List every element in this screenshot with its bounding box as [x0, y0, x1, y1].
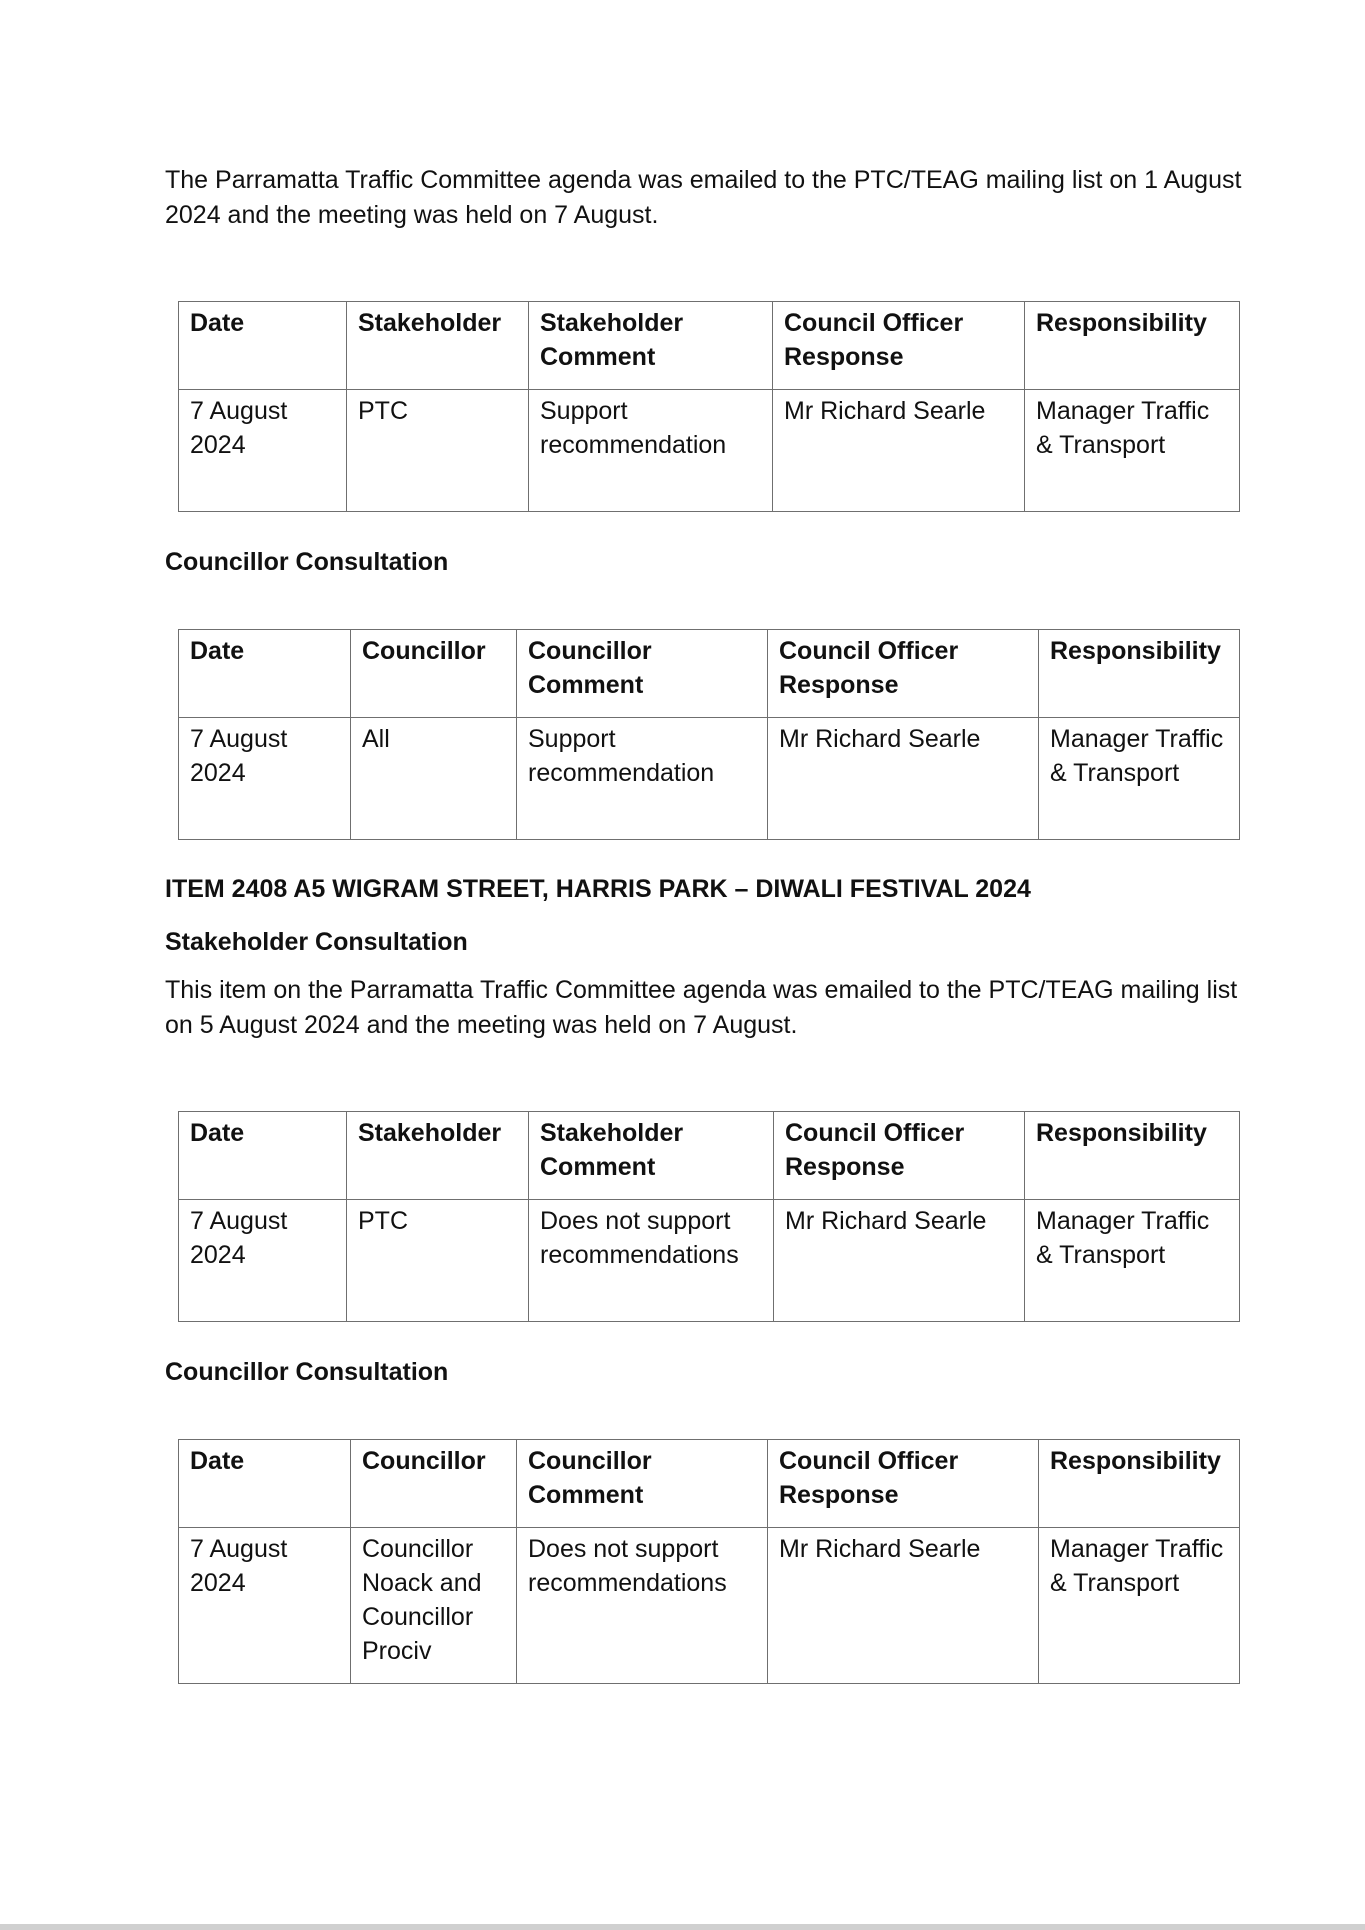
item-heading: ITEM 2408 A5 WIGRAM STREET, HARRIS PARK – DIWALI FESTIVAL 2024 — [165, 875, 1031, 903]
header-council-officer-response: Council Officer Response — [774, 1112, 1025, 1200]
cell-response: Mr Richard Searle — [768, 1528, 1039, 1684]
cell-comment: Support recommendation — [517, 718, 768, 840]
header-responsibility: Responsibility — [1025, 302, 1240, 390]
header-date: Date — [179, 1112, 347, 1200]
table-row — [179, 718, 1240, 840]
header-councillor: Councillor — [351, 1440, 517, 1528]
cell-stakeholder: PTC — [347, 1200, 529, 1322]
header-council-officer-response: Council Officer Response — [768, 1440, 1039, 1528]
cell-comment: Support recommendation — [529, 390, 773, 512]
header-responsibility: Responsibility — [1039, 1440, 1240, 1528]
stakeholder-consultation-heading: Stakeholder Consultation — [165, 928, 468, 956]
header-date: Date — [179, 1440, 351, 1528]
table-header-row — [179, 630, 1240, 718]
cell-response: Mr Richard Searle — [768, 718, 1039, 840]
cell-councillor: Councillor Noack and Councillor Prociv — [351, 1528, 517, 1684]
cell-responsibility: Manager Traffic & Transport — [1025, 390, 1240, 512]
cell-date: 7 August 2024 — [179, 718, 351, 840]
header-responsibility: Responsibility — [1039, 630, 1240, 718]
cell-stakeholder: PTC — [347, 390, 529, 512]
table-row — [179, 1200, 1240, 1322]
header-councillor: Councillor — [351, 630, 517, 718]
table-header-row — [179, 1112, 1240, 1200]
cell-comment: Does not support recommendations — [529, 1200, 774, 1322]
header-councillor-comment: Councillor Comment — [517, 1440, 768, 1528]
item-paragraph: This item on the Parramatta Traffic Committee agenda was emailed to the PTC/TEAG mailing list on 5 August 2024 and the meeting was held on 7 August. — [165, 976, 1238, 1039]
table-header-row — [179, 1440, 1240, 1528]
header-council-officer-response: Council Officer Response — [768, 630, 1039, 718]
header-responsibility: Responsibility — [1025, 1112, 1240, 1200]
header-stakeholder-comment: Stakeholder Comment — [529, 302, 773, 390]
header-date: Date — [179, 302, 347, 390]
table-header-row — [179, 302, 1240, 390]
cell-date: 7 August 2024 — [179, 1528, 351, 1684]
page-bottom-edge — [0, 1924, 1365, 1930]
cell-response: Mr Richard Searle — [774, 1200, 1025, 1322]
cell-date: 7 August 2024 — [179, 1200, 347, 1322]
header-councillor-comment: Councillor Comment — [517, 630, 768, 718]
header-stakeholder: Stakeholder — [347, 1112, 529, 1200]
header-council-officer-response: Council Officer Response — [773, 302, 1025, 390]
stakeholder-table-2 — [178, 1111, 1240, 1322]
cell-response: Mr Richard Searle — [773, 390, 1025, 512]
table-row — [179, 1528, 1240, 1684]
councillor-consultation-heading-1: Councillor Consultation — [165, 548, 449, 576]
cell-councillor: All — [351, 718, 517, 840]
councillor-table-1 — [178, 629, 1240, 840]
header-stakeholder-comment: Stakeholder Comment — [529, 1112, 774, 1200]
cell-date: 7 August 2024 — [179, 390, 347, 512]
councillor-table-2 — [178, 1439, 1240, 1684]
councillor-consultation-heading-2: Councillor Consultation — [165, 1358, 449, 1386]
table-row — [179, 390, 1240, 512]
header-stakeholder: Stakeholder — [347, 302, 529, 390]
cell-comment: Does not support recommendations — [517, 1528, 768, 1684]
header-date: Date — [179, 630, 351, 718]
intro-paragraph: The Parramatta Traffic Committee agenda was emailed to the PTC/TEAG mailing list on 1 August 2024 and the meeting was held on 7 August. — [165, 166, 1242, 229]
cell-responsibility: Manager Traffic & Transport — [1039, 718, 1240, 840]
cell-responsibility: Manager Traffic & Transport — [1039, 1528, 1240, 1684]
stakeholder-table-1 — [178, 301, 1240, 512]
cell-responsibility: Manager Traffic & Transport — [1025, 1200, 1240, 1322]
